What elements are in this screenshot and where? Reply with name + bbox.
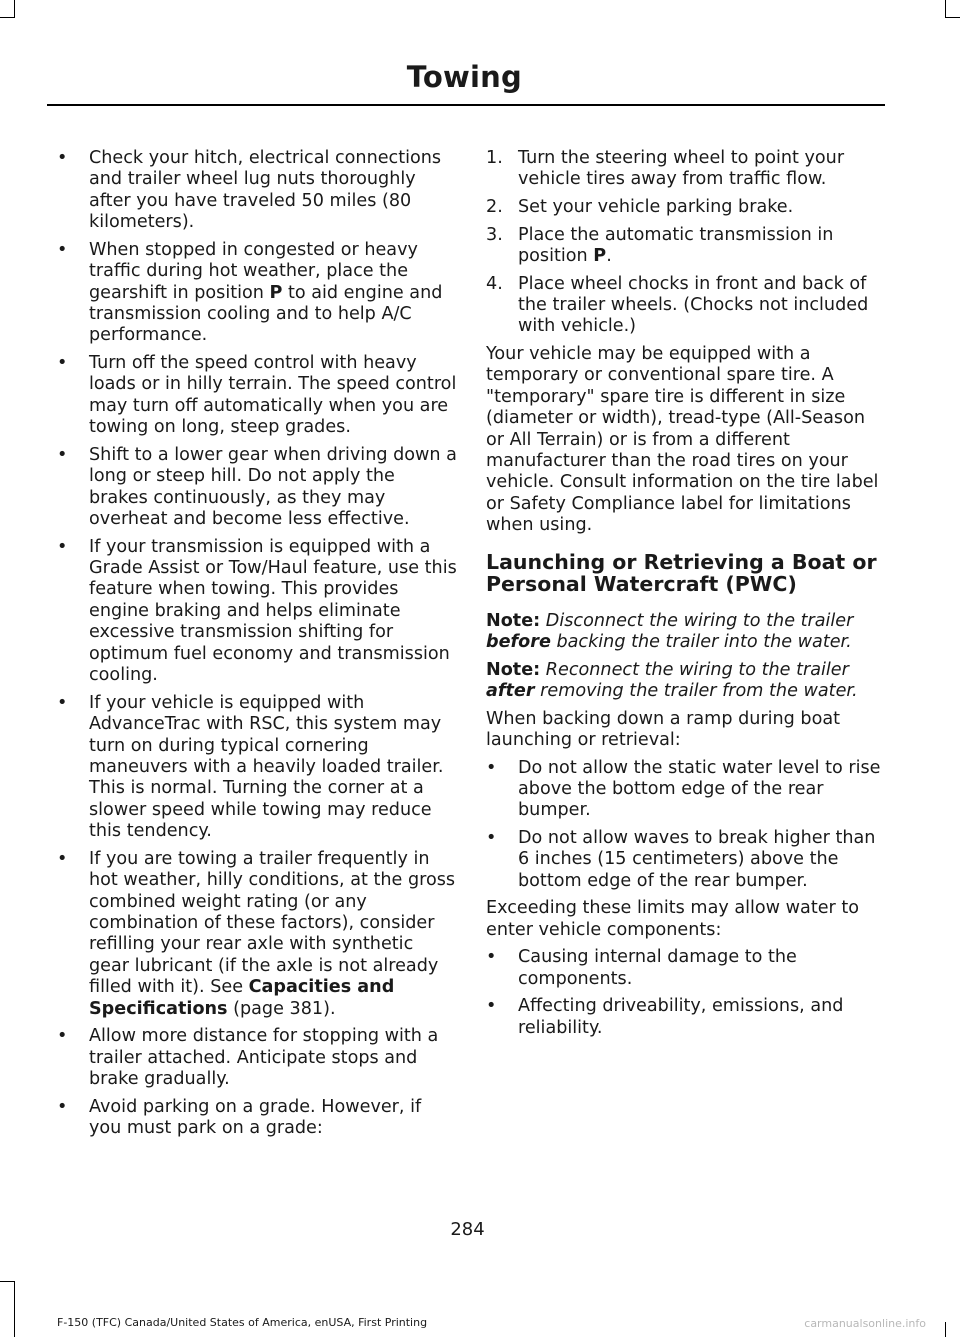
list-item: • Allow more distance for stopping with a trailer attached. Anticipate stops and brake gradually. xyxy=(57,1026,439,1089)
crop-mark-bottom-left-h xyxy=(0,1281,15,1282)
step-number: 2. xyxy=(486,197,503,217)
list-item: • Shift to a lower gear when driving down a long or steep hill. Do not apply the brakes continuously, as they may overheat and become less effective. xyxy=(57,444,457,530)
bullet: • xyxy=(486,828,497,849)
spare-tire-paragraph: Your vehicle may be equipped with a temporary or conventional spare tire. A "temporary" spare tire is different in size (diameter or width), tread-type (All-Season or All Terrain) or is from a different manufacturer than the road tires on your vehicle. Consult information on the tire label or Safety Compliance label for limitations when using. xyxy=(486,344,879,536)
ramp-intro-paragraph: When backing down a ramp during boat launching or retrieval: xyxy=(486,708,841,751)
numbered-step: 3. Place the automatic transmission in position P. xyxy=(486,224,834,266)
bullet: • xyxy=(57,1026,68,1047)
cross-reference-link[interactable]: Capacities and Specifications xyxy=(89,977,395,1019)
crop-mark-top-right-v xyxy=(945,0,946,18)
list-item: • If your transmission is equipped with a Grade Assist or Tow/Haul feature, use this feature when towing. This provides engine braking and helps eliminate excessive transmission shifting for optimum fuel economy and transmission cooling. xyxy=(57,536,457,686)
bullet: • xyxy=(57,692,68,713)
numbered-step: 2. Set your vehicle parking brake. xyxy=(486,197,794,217)
step-number: 4. xyxy=(486,273,503,294)
left-column xyxy=(57,148,457,1146)
bullet: • xyxy=(57,848,68,869)
list-item: • Check your hitch, electrical connections and trailer wheel lug nuts thoroughly after you have traveled 50 miles (80 kilometers). xyxy=(57,148,442,233)
crop-mark-top-left-h xyxy=(0,17,15,18)
bullet: • xyxy=(57,239,68,260)
bullet: • xyxy=(57,148,68,168)
crop-mark-bottom-left-v xyxy=(14,1281,15,1337)
list-item: • Avoid parking on a grade. However, if you must park on a grade: xyxy=(57,1096,422,1138)
bullet: • xyxy=(57,444,68,465)
list-item: • If you are towing a trailer frequently in hot weather, hilly conditions, at the gross combined weight rating (or any combination of these factors), consider refilling your rear axle with synthetic gear lubricant (if the axle is not already filled with it). See Capacities and Specifications (page 381). xyxy=(57,848,456,1019)
page-title: Towing xyxy=(406,60,522,94)
list-item: • Causing internal damage to the components. xyxy=(486,947,797,989)
crop-mark-top-left-v xyxy=(14,0,15,18)
header-rule xyxy=(47,104,885,106)
note-paragraph: Note: Reconnect the wiring to the trailer after removing the trailer from the water. xyxy=(486,659,858,702)
list-item: • Do not allow the static water level to rise above the bottom edge of the rear bumper. xyxy=(486,757,881,821)
note-paragraph: Note: Disconnect the wiring to the trailer before backing the trailer into the water. xyxy=(486,610,854,653)
numbered-step: 4. Place wheel chocks in front and back of the trailer wheels. (Chocks not included with vehicle.) xyxy=(486,273,869,337)
right-column xyxy=(486,148,886,1045)
crop-mark-bottom-right-v xyxy=(945,1322,946,1337)
bullet: • xyxy=(486,996,497,1017)
list-item: • Do not allow waves to break higher than 6 inches (15 centimeters) above the bottom edge of the rear bumper. xyxy=(486,828,876,891)
numbered-step: 1. Turn the steering wheel to point your vehicle tires away from traffic flow. xyxy=(486,148,845,190)
list-item: • Turn off the speed control with heavy loads or in hilly terrain. The speed control may turn off automatically when you are towing on long, steep grades. xyxy=(57,353,457,438)
bullet: • xyxy=(57,1096,68,1117)
step-number: 3. xyxy=(486,224,503,245)
step-number: 1. xyxy=(486,148,503,168)
list-item: • If your vehicle is equipped with AdvanceTrac with RSC, this system may turn on during typical cornering maneuvers with a heavily loaded trailer. This is normal. Turning the corner at a slower speed while towing may reduce this tendency. xyxy=(57,692,444,842)
watermark: carmanualsonline.info xyxy=(804,1317,926,1330)
list-item: • When stopped in congested or heavy traffic during hot weather, place the gearshift in position P to aid engine and transmission cooling and to help A/C performance. xyxy=(57,239,443,346)
bullet: • xyxy=(486,757,497,778)
bullet: • xyxy=(57,353,68,374)
footer-text: F-150 (TFC) Canada/United States of America, enUSA, First Printing xyxy=(57,1316,428,1329)
bullet: • xyxy=(57,536,68,557)
crop-mark-top-right-h xyxy=(945,17,960,18)
list-item: • Affecting driveability, emissions, and reliability. xyxy=(486,996,844,1038)
exceed-paragraph: Exceeding these limits may allow water to enter vehicle components: xyxy=(486,898,860,940)
page-number: 284 xyxy=(450,1219,485,1240)
bullet: • xyxy=(486,947,497,968)
section-heading: Launching or Retrieving a Boat or Personal Watercraft (PWC) xyxy=(486,549,877,596)
